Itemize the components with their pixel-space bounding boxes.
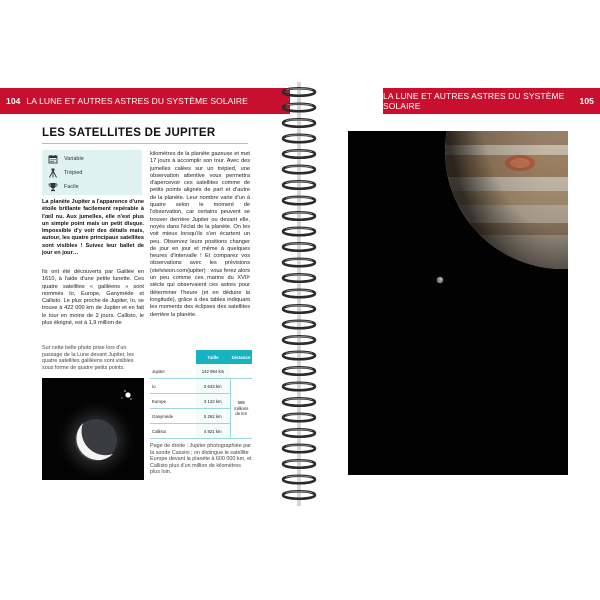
left-header-band: [0, 88, 290, 114]
lead-paragraph: [42, 199, 144, 257]
spiral-binding: [280, 78, 318, 510]
right-page-number: 105: [579, 96, 594, 106]
left-running-title: LA LUNE ET AUTRES ASTRES DU SYSTÈME SOLAIRE: [26, 96, 248, 106]
row-size: 4 821 km: [196, 424, 230, 439]
row-distance: [230, 379, 252, 439]
table-row: [150, 364, 252, 379]
row-name: Europe: [150, 394, 196, 409]
row-name: Callisto: [150, 424, 196, 439]
distance-unit: millions de km: [234, 405, 249, 417]
jupiter-illustration: [348, 131, 568, 475]
table-header-size: Taille: [196, 350, 230, 364]
info-box: [42, 150, 142, 195]
lead-text: La planète Jupiter a l'apparence d'une étoile brillante facilement repérable à l'œil nu. Aux jumelles, elle n'est plus un simple point mais un petit disque. Impossible d'y voir des détails mais, autour, les quatre principaux satellites sont visibles ! Suivez leur ballet de jour en jour…: [42, 199, 144, 257]
info-row-duration: [42, 152, 84, 166]
table-header-empty: [150, 350, 196, 364]
body-left-text: Ils ont été découverts par Galilée en 1610, à l'aide d'une petite lunette. Ces quatre satellites « galiléens » sont nommés Io, Europe, Ganymède et Callisto. Le plus proche de Jupiter, Io, se trouve à 422 000 km de Jupiter et en fait le tour en moins de 2 jours. Callisto, le plus éloigné, est à 1,9 million de: [42, 269, 144, 327]
body-text-left: [42, 269, 144, 327]
info-row-difficulty: [42, 180, 79, 194]
photo-caption-left: Sur cette belle photo prise lors d'un passage de la Lune devant Jupiter, les quatre satellites galiléens sont visibles sous forme de quatre petits points.: [42, 345, 135, 371]
table-row: [150, 379, 252, 394]
calendar-icon: [48, 154, 58, 164]
right-running-title: LA LUNE ET AUTRES ASTRES DU SYSTÈME SOLAIRE: [383, 91, 565, 111]
left-page-number: 104: [6, 96, 21, 106]
distance-value: 588: [237, 400, 245, 406]
right-header-band: [383, 88, 600, 114]
info-row-equipment: [42, 166, 82, 180]
article-title: LES SATELLITES DE JUPITER: [42, 127, 216, 139]
satellites-table: [150, 350, 252, 439]
row-distance-empty: [230, 364, 252, 379]
row-size: 5 262 km: [196, 409, 230, 424]
info-label: Facile: [64, 184, 79, 190]
moon-jupiter-photo: [42, 378, 144, 480]
trophy-icon: [48, 182, 58, 192]
row-name: Ganymède: [150, 409, 196, 424]
title-divider: [42, 143, 248, 144]
row-name: Jupiter: [150, 364, 196, 379]
table-header-row: [150, 350, 252, 364]
row-name: Io: [150, 379, 196, 394]
body-text-right: [150, 151, 250, 319]
info-label: Variable: [64, 156, 84, 162]
tripod-icon: [48, 168, 58, 178]
info-label: Trépied: [64, 170, 83, 176]
spiral-spine: [297, 82, 301, 506]
photo-caption-right: Page de droite : Jupiter photographiée par la sonde Cassini ; on distingue le satellite Europe devant la planète à 600 000 km, et Callisto plus d'un million de kilomètres plus loin.: [150, 443, 252, 476]
table-header-distance: Distance: [230, 350, 252, 364]
row-size: 3 643 km: [196, 379, 230, 394]
row-size: 3 122 km: [196, 394, 230, 409]
jupiter-cassini-photo: [348, 131, 568, 475]
row-size: 142 984 km: [196, 364, 230, 379]
body-right-text: kilomètres de la planète gazeuse et met 17 jours à accomplir son tour. Avec des jumelles calées sur un trépied, une observation attentive vous permettra d'apercevoir ces satellites comme de petits points alignés de part et d'autre de la planète. Leur nombre varie d'un à quatre selon le moment de l'observation, car certains peuvent se trouver derrière Jupiter ou devant elle, noyés dans l'éclat de la planète. On les voit mieux lorsqu'ils s'en écartent un peu. Observez leurs positions changer de jour en jour et même à quelques heures d'intervalle ! Et comparez vos observations avec les prévisions (stelvision.com/jupiter) : vous ferez alors un peu comme ces marins du XVIIᵉ siècle qui observaient ces astres pour déterminer l'heure (et en déduire la longitude), grâce à des tables indiquant les moments des éclipses des satellites derrière la planète.: [150, 151, 250, 318]
moon-crescent-illustration: [42, 378, 144, 480]
